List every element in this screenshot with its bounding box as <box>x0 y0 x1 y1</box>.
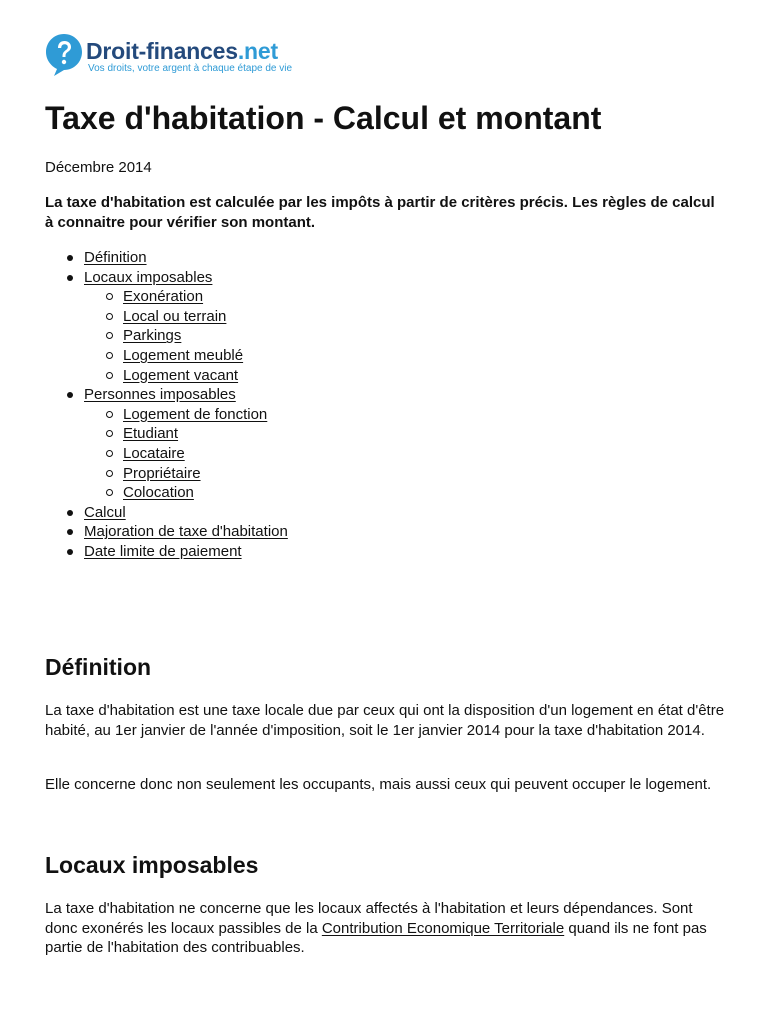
toc-subitem <box>84 483 288 503</box>
toc-link-proprietaire[interactable]: Propriétaire <box>123 464 201 482</box>
toc-link-etudiant[interactable]: Etudiant <box>123 425 179 443</box>
toc-link-colocation[interactable]: Colocation <box>123 484 194 502</box>
toc-subitem <box>84 326 288 346</box>
toc-subitem <box>84 366 288 386</box>
toc-item <box>45 542 288 562</box>
section-heading-definition: Définition <box>45 654 152 680</box>
cet-link[interactable]: Contribution Economique Territoriale <box>321 919 565 937</box>
toc-item <box>45 522 288 542</box>
toc-subitem <box>84 424 288 444</box>
toc-link-locaux-imposables[interactable]: Locaux imposables <box>84 268 213 286</box>
toc-item <box>45 248 288 268</box>
toc-link-logement-meuble[interactable]: Logement meublé <box>123 346 244 364</box>
toc-link-definition[interactable]: Définition <box>84 249 147 266</box>
toc-link-parkings[interactable]: Parkings <box>123 327 182 345</box>
site-logo[interactable] <box>45 33 345 81</box>
page-title: Taxe d'habitation - Calcul et montant <box>45 100 602 136</box>
toc-link-logement-de-fonction[interactable]: Logement de fonction <box>123 405 268 423</box>
definition-paragraph-2: Elle concerne donc non seulement les occupants, mais aussi ceux qui peuvent occuper le logement. <box>45 776 712 793</box>
logo-name: Droit-finances.net <box>86 38 278 64</box>
toc-item <box>45 268 288 386</box>
toc-subitem <box>84 346 288 366</box>
publication-date: Décembre 2014 <box>45 159 152 176</box>
toc-item <box>45 503 288 523</box>
table-of-contents <box>45 248 288 562</box>
toc-link-majoration[interactable]: Majoration de taxe d'habitation <box>84 523 288 541</box>
toc-link-local-ou-terrain[interactable]: Local ou terrain <box>123 307 227 325</box>
toc-subitem <box>84 405 288 425</box>
section-heading-locaux-imposables: Locaux imposables <box>45 852 259 878</box>
logo-tagline: Vos droits, votre argent à chaque étape de vie <box>88 63 293 74</box>
toc-link-locataire[interactable]: Locataire <box>123 444 185 462</box>
definition-paragraph-1: La taxe d'habitation est une taxe locale due par ceux qui ont la disposition d'un logement en état d'être habité, au 1er janvier de l'année d'imposition, soit le 1er janvier 2014 pour la taxe d'habitation 2014. <box>45 702 725 739</box>
toc-link-date-limite[interactable]: Date limite de paiement <box>84 542 242 560</box>
toc-item <box>45 385 288 503</box>
toc-link-logement-vacant[interactable]: Logement vacant <box>123 366 239 384</box>
toc-link-calcul[interactable]: Calcul <box>84 503 126 521</box>
question-bubble-icon <box>45 33 83 77</box>
toc-subitem <box>84 464 288 484</box>
toc-subitem <box>84 287 288 307</box>
toc-link-exoneration[interactable]: Exonération <box>123 288 204 306</box>
toc-link-personnes-imposables[interactable]: Personnes imposables <box>84 386 236 404</box>
toc-subitem <box>84 307 288 327</box>
toc-subitem <box>84 444 288 464</box>
lead-paragraph: La taxe d'habitation est calculée par les impôts à partir de critères précis. Les règles de calcul à connaitre pour vérifier son montant. <box>45 194 715 231</box>
locaux-paragraph-1: La taxe d'habitation ne concerne que les locaux affectés à l'habitation et leurs dépendances. Sont donc exonérés les locaux passibles de la Contribution Economique Territoriale quand ils ne font pas partie de l'habitation des contribuables. <box>45 900 707 957</box>
